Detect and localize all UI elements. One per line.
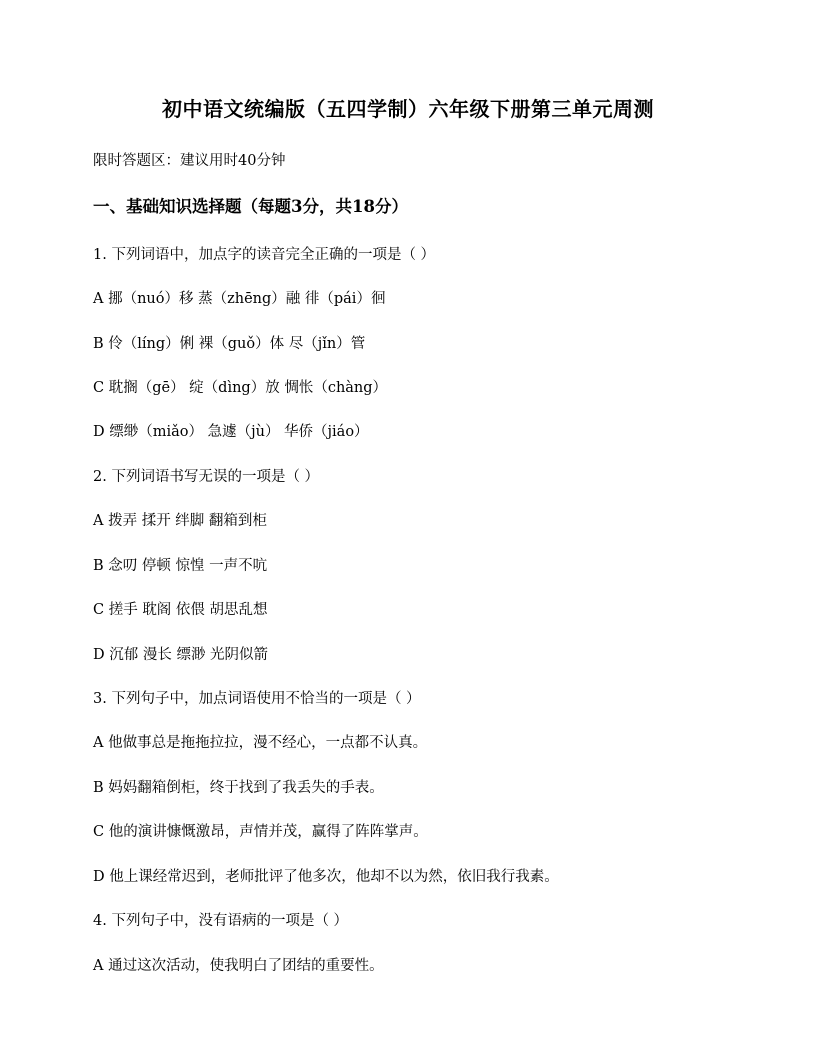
question-3-option-b: B 妈妈翻箱倒柜，终于找到了我丢失的手表。: [93, 780, 384, 796]
question-4-stem: 4. 下列句子中，没有语病的一项是（ ）: [93, 913, 349, 929]
question-1-option-b: B 伶（líng）俐 裸（guǒ）体 尽（jǐn）管: [93, 336, 366, 352]
question-3-option-d: D 他上课经常迟到，老师批评了他多次，他却不以为然，依旧我行我素。: [93, 869, 559, 885]
question-3-option-c: C 他的演讲慷慨激昂，声情并茂，赢得了阵阵掌声。: [93, 824, 428, 840]
question-4-option-a: A 通过这次活动，使我明白了团结的重要性。: [93, 958, 384, 974]
section-heading-basic-knowledge: 一、基础知识选择题（每题3分，共18分）: [93, 197, 408, 216]
question-2-option-a: A 拨弄 揉开 绊脚 翻箱到柜: [93, 513, 267, 529]
question-1-option-c: C 耽搁（gē） 绽（dìng）放 惆怅（chàng）: [93, 380, 388, 396]
question-1-option-a: A 挪（nuó）移 蒸（zhēng）融 徘（pái）徊: [93, 291, 386, 307]
question-3-option-a: A 他做事总是拖拖拉拉，漫不经心，一点都不认真。: [93, 735, 428, 751]
question-1-option-d: D 缥缈（miǎo） 急遽（jù） 华侨（jiáo）: [93, 424, 369, 440]
question-2-stem: 2. 下列词语书写无误的一项是（ ）: [93, 469, 320, 485]
question-2-option-d: D 沉郁 漫长 缥渺 光阴似箭: [93, 647, 269, 663]
time-limit-note: 限时答题区：建议用时40分钟: [93, 153, 286, 169]
question-3-stem: 3. 下列句子中，加点词语使用不恰当的一项是（ ）: [93, 691, 421, 707]
page-title: 初中语文统编版（五四学制）六年级下册第三单元周测: [162, 97, 654, 121]
question-1-stem: 1. 下列词语中，加点字的读音完全正确的一项是（ ）: [93, 247, 436, 263]
question-2-option-b: B 念叨 停顿 惊惶 一声不吭: [93, 558, 268, 574]
question-2-option-c: C 搓手 耽阁 依偎 胡思乱想: [93, 602, 268, 618]
